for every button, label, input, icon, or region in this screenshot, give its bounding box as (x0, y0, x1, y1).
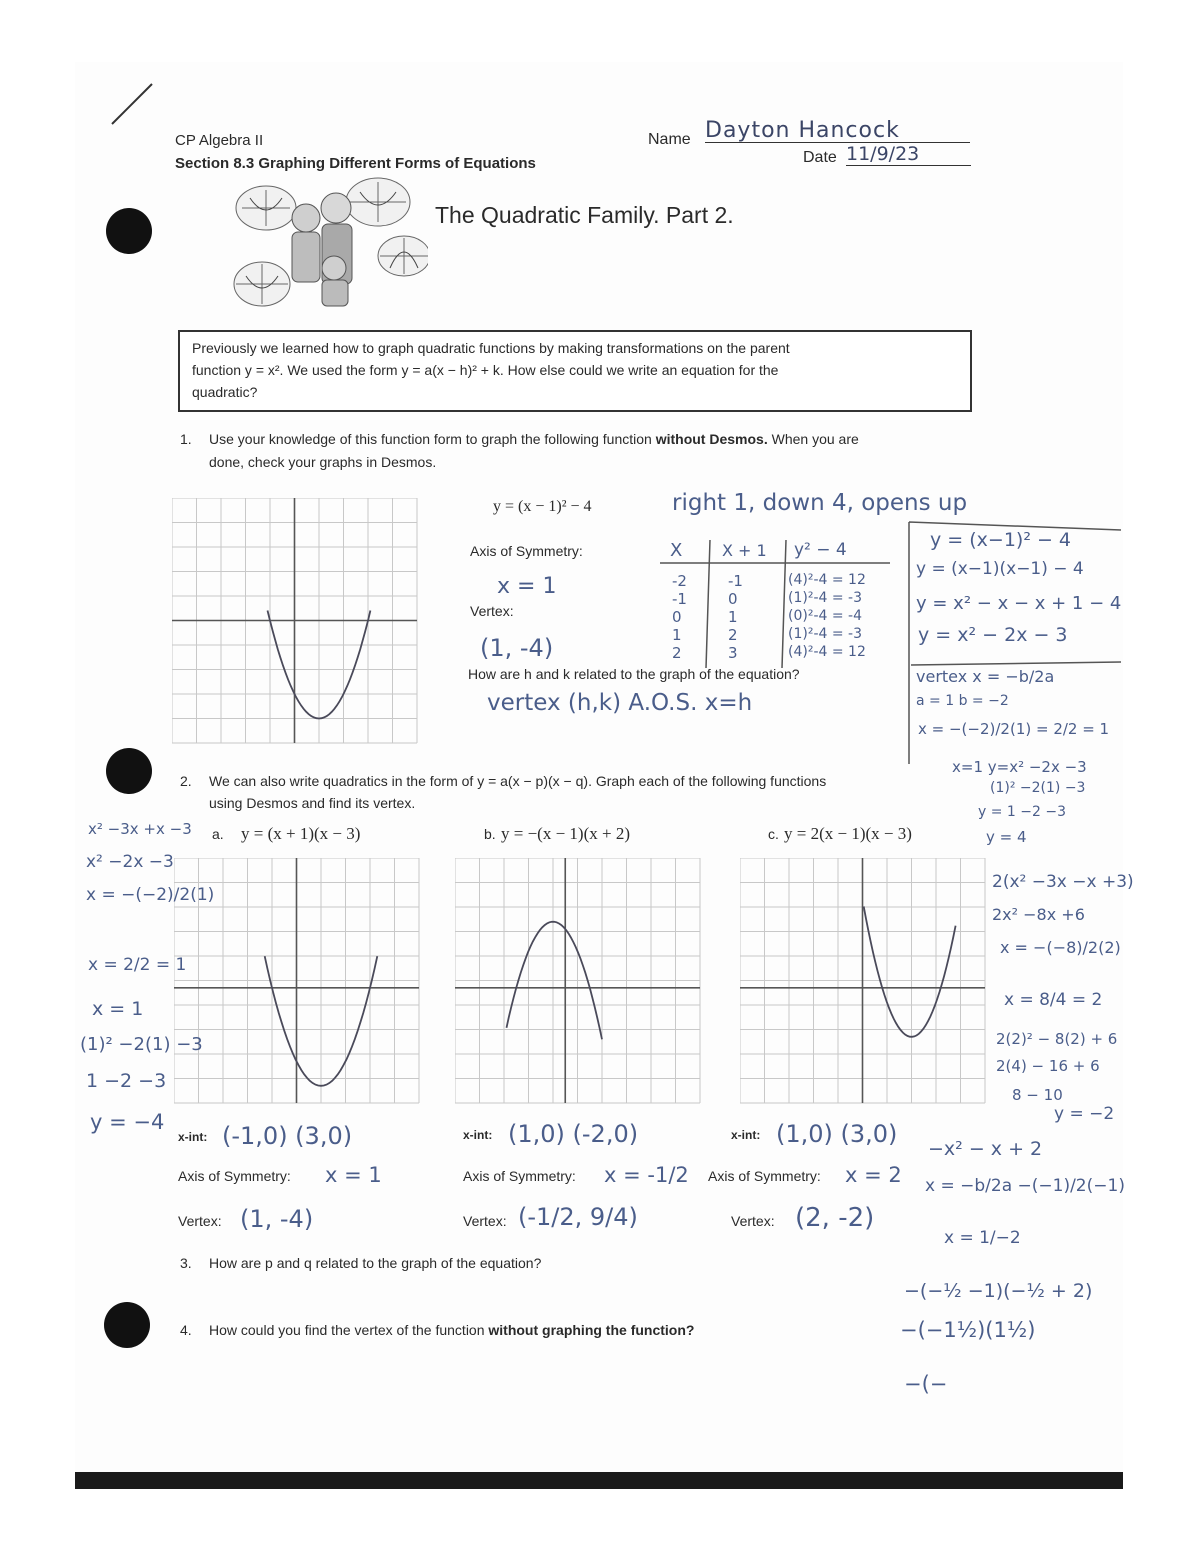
q1-prompt-line-1: Use your knowledge of this function form to graph the following function without Desmos. When you are (209, 431, 859, 447)
part-c-axis-label: Axis of Symmetry: (708, 1168, 821, 1184)
left-work-line: y = −4 (90, 1110, 165, 1134)
right-work-line: 2(x² −3x −x +3) (992, 872, 1134, 892)
table-header-x: X (670, 540, 683, 561)
part-c-label: c. (768, 826, 779, 842)
side-work-line-8: x=1 y=x² −2x −3 (952, 758, 1087, 776)
table-cell: 1 (672, 626, 682, 644)
part-b-graph[interactable] (455, 858, 705, 1120)
name-label: Name (648, 131, 691, 148)
q1-axis-label: Axis of Symmetry: (470, 543, 583, 559)
q1-vertex-answer[interactable]: (1, -4) (480, 634, 554, 662)
table-cell: (1)²-4 = -3 (788, 590, 862, 606)
part-a-vertex-label: Vertex: (178, 1213, 222, 1229)
side-work-line-1: y = (x−1)² − 4 (930, 529, 1072, 551)
right-work-line: y = −2 (1054, 1104, 1115, 1124)
part-c-equation: y = 2(x − 1)(x − 3) (784, 824, 912, 843)
left-work-line: x = −(−2)/2(1) (86, 885, 215, 905)
part-c-parabola (864, 906, 956, 1036)
hk-answer[interactable]: vertex (h,k) A.O.S. x=h (487, 690, 753, 716)
part-a-equation: y = (x + 1)(x − 3) (241, 824, 361, 843)
part-b-xint-label: x-int: (463, 1128, 493, 1142)
date-label: Date (803, 149, 837, 166)
q1-axis-answer[interactable]: x = 1 (497, 574, 557, 599)
table-cell: -1 (728, 572, 743, 590)
intro-line-3: quadratic? (192, 384, 258, 400)
punch-hole-top (106, 208, 152, 254)
table-cell: -1 (672, 590, 687, 608)
side-work-line-4: y = x² − 2x − 3 (918, 624, 1068, 646)
part-a-xint[interactable]: (-1,0) (3,0) (222, 1122, 353, 1150)
section-title: Section 8.3 Graphing Different Forms of Equations (175, 155, 536, 172)
q1-equation: y = (x − 1)² − 4 (493, 498, 592, 515)
worksheet-title: The Quadratic Family. Part 2. (435, 202, 734, 228)
side-work-line-3: y = x² − x − x + 1 − 4 (916, 593, 1122, 614)
part-a-xint-label: x-int: (178, 1130, 208, 1144)
right-work-line: x = 1/−2 (944, 1228, 1021, 1248)
part-a-label: a. (212, 826, 224, 842)
part-c-xint[interactable]: (1,0) (3,0) (776, 1120, 898, 1148)
part-b-xint[interactable]: (1,0) (-2,0) (508, 1120, 639, 1148)
q2-prompt-line-2: using Desmos and find its vertex. (209, 795, 416, 811)
left-work-line: x = 1 (92, 998, 144, 1020)
right-work-line: x = −(−8)/2(2) (1000, 938, 1121, 957)
q3-text: How are p and q related to the graph of the equation? (209, 1255, 542, 1271)
right-work-line: x = 8/4 = 2 (1004, 990, 1103, 1010)
table-cell: (0)²-4 = -4 (788, 608, 862, 624)
side-work-line-2: y = (x−1)(x−1) − 4 (916, 559, 1084, 579)
right-work-line: −x² − x + 2 (928, 1138, 1043, 1160)
part-c-graph[interactable] (740, 858, 990, 1120)
table-cell: 2 (672, 644, 682, 662)
part-b-equation: y = −(x − 1)(x + 2) (501, 824, 630, 843)
table-cell: -2 (672, 572, 687, 590)
q2-prompt-line-1: We can also write quadratics in the form of y = a(x − p)(x − q). Graph each of the following functions (209, 773, 827, 789)
table-header-expr: y² − 4 (794, 540, 847, 560)
hk-question: How are h and k related to the graph of the equation? (468, 666, 800, 682)
table-header-x-plus-1: X + 1 (722, 541, 767, 560)
part-b-vertex-label: Vertex: (463, 1213, 507, 1229)
right-work-line: −(− (904, 1372, 948, 1396)
right-work-line: 2x² −8x +6 (992, 905, 1085, 924)
date-value: 11/9/23 (846, 143, 920, 165)
table-cell: (4)²-4 = 12 (788, 644, 866, 660)
q3-number: 3. (180, 1255, 192, 1271)
side-work-line-11: y = 4 (986, 828, 1027, 846)
q1-value-table (658, 540, 908, 668)
intro-line-1: Previously we learned how to graph quadratic functions by making transformations on the parent (192, 340, 790, 356)
q1-graph[interactable] (172, 498, 422, 750)
table-cell: (1)²-4 = -3 (788, 626, 862, 642)
part-b-axis-label: Axis of Symmetry: (463, 1168, 576, 1184)
table-cell: 1 (728, 608, 738, 626)
part-b-label: b. (484, 826, 496, 842)
intro-line-2: function y = x². We used the form y = a(x − h)² + k. How else could we write an equation for the (192, 362, 779, 378)
right-work-line: −(−1½)(1½) (900, 1318, 1036, 1342)
course-label: CP Algebra II (175, 132, 264, 149)
name-value: Dayton Hancock (705, 118, 900, 143)
side-work-line-9: (1)² −2(1) −3 (990, 780, 1086, 796)
table-cell: 3 (728, 644, 738, 662)
pencil-mark (108, 80, 158, 130)
side-work-line-6: a = 1 b = −2 (916, 693, 1009, 709)
part-a-axis[interactable]: x = 1 (325, 1163, 382, 1187)
q1-vertex-label: Vertex: (470, 603, 514, 619)
punch-hole-bottom (104, 1302, 150, 1348)
q4-text: How could you find the vertex of the function without graphing the function? (209, 1322, 695, 1338)
right-work-line: −(−½ −1)(−½ + 2) (904, 1280, 1093, 1302)
right-work-line: 2(4) − 16 + 6 (996, 1057, 1100, 1075)
q1-prompt-line-2: done, check your graphs in Desmos. (209, 454, 437, 470)
part-c-vertex-label: Vertex: (731, 1213, 775, 1229)
table-cell: 2 (728, 626, 738, 644)
left-work-line: x² −2x −3 (86, 852, 174, 872)
table-cell: 0 (672, 608, 682, 626)
part-b-vertex[interactable]: (-1/2, 9/4) (518, 1203, 638, 1231)
left-work-line: (1)² −2(1) −3 (80, 1034, 203, 1055)
q1-transform-note: right 1, down 4, opens up (672, 490, 968, 516)
punch-hole-middle (106, 748, 152, 794)
table-cell: 0 (728, 590, 738, 608)
scan-edge-bar (75, 1472, 1123, 1489)
left-work-line: x = 2/2 = 1 (88, 955, 187, 975)
part-c-vertex[interactable]: (2, -2) (795, 1203, 875, 1233)
side-work-line-7: x = −(−2)/2(1) = 2/2 = 1 (918, 720, 1110, 738)
side-work-line-10: y = 1 −2 −3 (978, 804, 1066, 820)
right-work-line: 2(2)² − 8(2) + 6 (996, 1030, 1118, 1048)
left-work-line: 1 −2 −3 (86, 1070, 167, 1092)
part-c-axis[interactable]: x = 2 (845, 1163, 902, 1187)
side-work-line-5: vertex x = −b/2a (916, 667, 1055, 686)
right-work-line: 8 − 10 (1012, 1086, 1063, 1104)
quadratic-family-cartoon (228, 172, 428, 312)
q4-number: 4. (180, 1322, 192, 1338)
right-work-line: x = −b/2a −(−1)/2(−1) (925, 1176, 1125, 1196)
intro-box (178, 330, 972, 412)
q2-number: 2. (180, 773, 192, 789)
left-work-line: x² −3x +x −3 (88, 820, 192, 838)
q1-number: 1. (180, 431, 192, 447)
part-a-axis-label: Axis of Symmetry: (178, 1168, 291, 1184)
table-cell: (4)²-4 = 12 (788, 572, 866, 588)
date-field[interactable] (846, 143, 971, 166)
part-c-xint-label: x-int: (731, 1128, 761, 1142)
name-field[interactable] (705, 118, 970, 143)
part-b-axis[interactable]: x = -1/2 (604, 1163, 689, 1187)
part-a-vertex[interactable]: (1, -4) (240, 1205, 314, 1233)
